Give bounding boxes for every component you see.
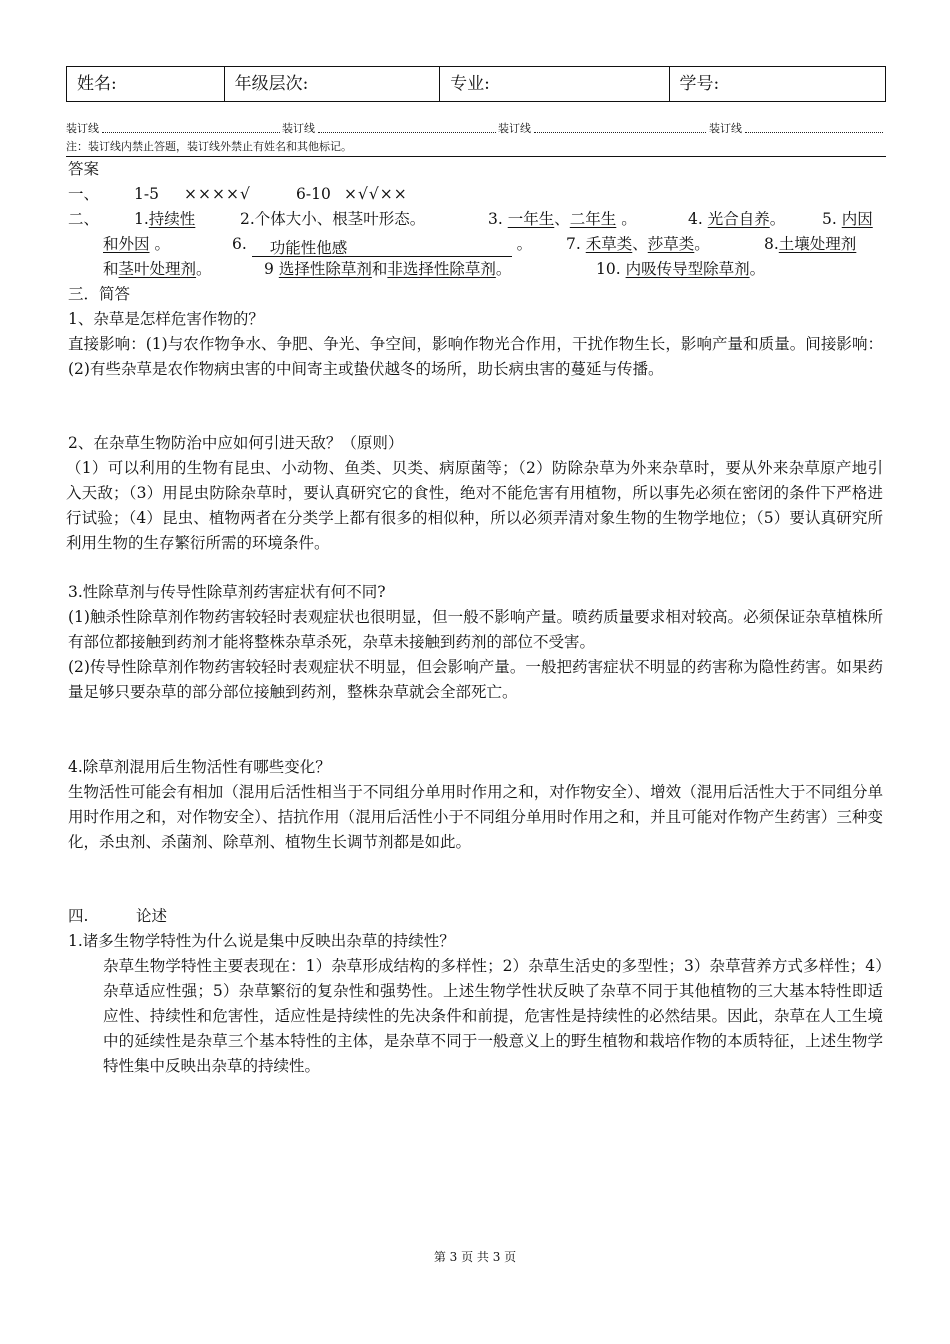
binding-label: 装订线 [282, 122, 315, 135]
section1-marks2: ×√√×× [344, 185, 408, 203]
question-1-title: 1、杂草是怎样危害作物的？ [68, 310, 264, 328]
discussion-1-title: 1.诸多生物学特性为什么说是集中反映出杂草的持续性？ [68, 932, 455, 950]
section1-number: 一、 [68, 185, 100, 203]
discussion-1-answer: 杂草生物学特性主要表现在：1）杂草形成结构的多样性；2）杂草生活史的多型性；3）杂草营养方式多样性；4）杂草适应性强；5）杂草繁衍的复杂性和强势性。上述生物学性状反映了杂草不同于其他植物的三大基本特性即适应性、持续性和危害性，适应性是持续性的先决条件和前提，危害性是持续性的必然结果。因此，杂草在人工生境中的延续性是杂草三个基本特性的主体，是杂草不同于一般意义上的野生植物和栽培作物的本质特征，上述生物学特性集中反映出杂草的持续性。 [103, 957, 883, 1075]
fill-answer-2: 2.个体大小、根茎叶形态。 [240, 210, 426, 228]
fill-answer-5-cont: 和外因 。 [103, 235, 170, 253]
answers-title: 答案 [68, 160, 100, 178]
fill-answer-1: 1.持续性 [134, 210, 196, 228]
fill-answer-3: 3. 一年生、二年生 。 [488, 210, 637, 228]
grade-field[interactable] [225, 67, 440, 101]
student-id-label: 学号: [679, 74, 720, 94]
fill-answer-7: 7. 禾草类、莎草类。 [566, 235, 710, 253]
fill-answer-8-cont: 和茎叶处理剂。 [103, 260, 212, 278]
major-label: 专业: [450, 74, 490, 94]
fill-answer-6: 6. 功能性他感 。 [232, 235, 533, 257]
question-3-answer-part1: (1)触杀性除草剂作物药害较轻时表观症状也很明显，但一般不影响产量。喷药质量要求相对较高。必须保证杂草植株所有部位都接触到药剂才能将整株杂草杀死，杂草未接触到药剂的部位不受害。 [68, 608, 883, 651]
question-3-answer-part2: (2)传导性除草剂作物药害较轻时表观症状不明显，但会影响产量。一般把药害症状不明显的药害称为隐性药害。如果药量足够只要杂草的部分部位接触到药剂，整株杂草就会全部死亡。 [68, 658, 883, 701]
student-info-table [66, 66, 886, 102]
section4-title: 论述 [136, 907, 168, 925]
name-field[interactable] [67, 67, 225, 101]
binding-note: 注：装订线内禁止答题，装订线外禁止有姓名和其他标记。 [66, 140, 352, 153]
student-id-field[interactable] [670, 67, 885, 101]
binding-dots [745, 132, 883, 133]
question-3-title: 3.性除草剂与传导性除草剂药害症状有何不同? [68, 583, 386, 601]
divider [66, 156, 886, 157]
binding-dots [318, 132, 496, 133]
binding-dots [102, 132, 280, 133]
section2-number: 二、 [68, 210, 100, 228]
section1-marks1: ××××√ [184, 185, 251, 203]
fill-answer-9: 9 选择性除草剂和非选择性除草剂。 [264, 260, 512, 278]
binding-label: 装订线 [66, 122, 99, 135]
fill-answer-10: 10. 内吸传导型除草剂。 [596, 260, 766, 278]
question-1-answer: 直接影响：(1)与农作物争水、争肥、争光、争空间，影响作物光合作用，干扰作物生长，影响产量和质量。间接影响：(2)有些杂草是农作物病虫害的中间寄主或蛰伏越冬的场所，助长病虫害的蔓延与传播。 [68, 335, 883, 378]
section1-range2: 6-10 [296, 185, 331, 203]
question-2-title: 2、在杂草生物防治中应如何引进天敌？（原则） [68, 434, 404, 452]
section3-title: 三．简答 [68, 285, 131, 303]
section4-number: 四. [68, 907, 89, 925]
name-label: 姓名: [77, 74, 117, 94]
fill-answer-5: 5. 内因 [822, 210, 873, 228]
binding-dots [534, 132, 706, 133]
question-2-answer: （1）可以利用的生物有昆虫、小动物、鱼类、贝类、病原菌等；（2）防除杂草为外来杂草时，要从外来杂草原产地引入天敌；（3）用昆虫防除杂草时，要认真研究它的食性，绝对不能危害有用植物，所以事先必须在密闭的条件下严格进行试验；（4）昆虫、植物两者在分类学上都有很多的相似种，所以必须弄清对象生物的生物学地位；（5）要认真研究所利用生物的生存繁衍所需的环境条件。 [66, 459, 883, 552]
binding-label: 装订线 [709, 122, 742, 135]
section1-range1: 1-5 [134, 185, 159, 203]
question-4-answer: 生物活性可能会有相加（混用后活性相当于不同组分单用时作用之和，对作物安全）、增效（混用后活性大于不同组分单用时作用之和，对作物安全）、拮抗作用（混用后活性小于不同组分单用时作用之和，并且可能对作物产生药害）三种变化，杀虫剂、杀菌剂、除草剂、植物生长调节剂都是如此。 [68, 783, 883, 851]
grade-label: 年级层次: [234, 74, 309, 94]
major-field[interactable] [440, 67, 669, 101]
binding-label: 装订线 [498, 122, 531, 135]
question-4-title: 4.除草剂混用后生物活性有哪些变化？ [68, 758, 331, 776]
page-number: 第 3 页 共 3 页 [433, 1250, 517, 1264]
binding-line [66, 121, 886, 136]
fill-answer-8: 8.土壤处理剂 [764, 235, 857, 253]
fill-answer-4: 4. 光合自养。 [688, 210, 786, 228]
